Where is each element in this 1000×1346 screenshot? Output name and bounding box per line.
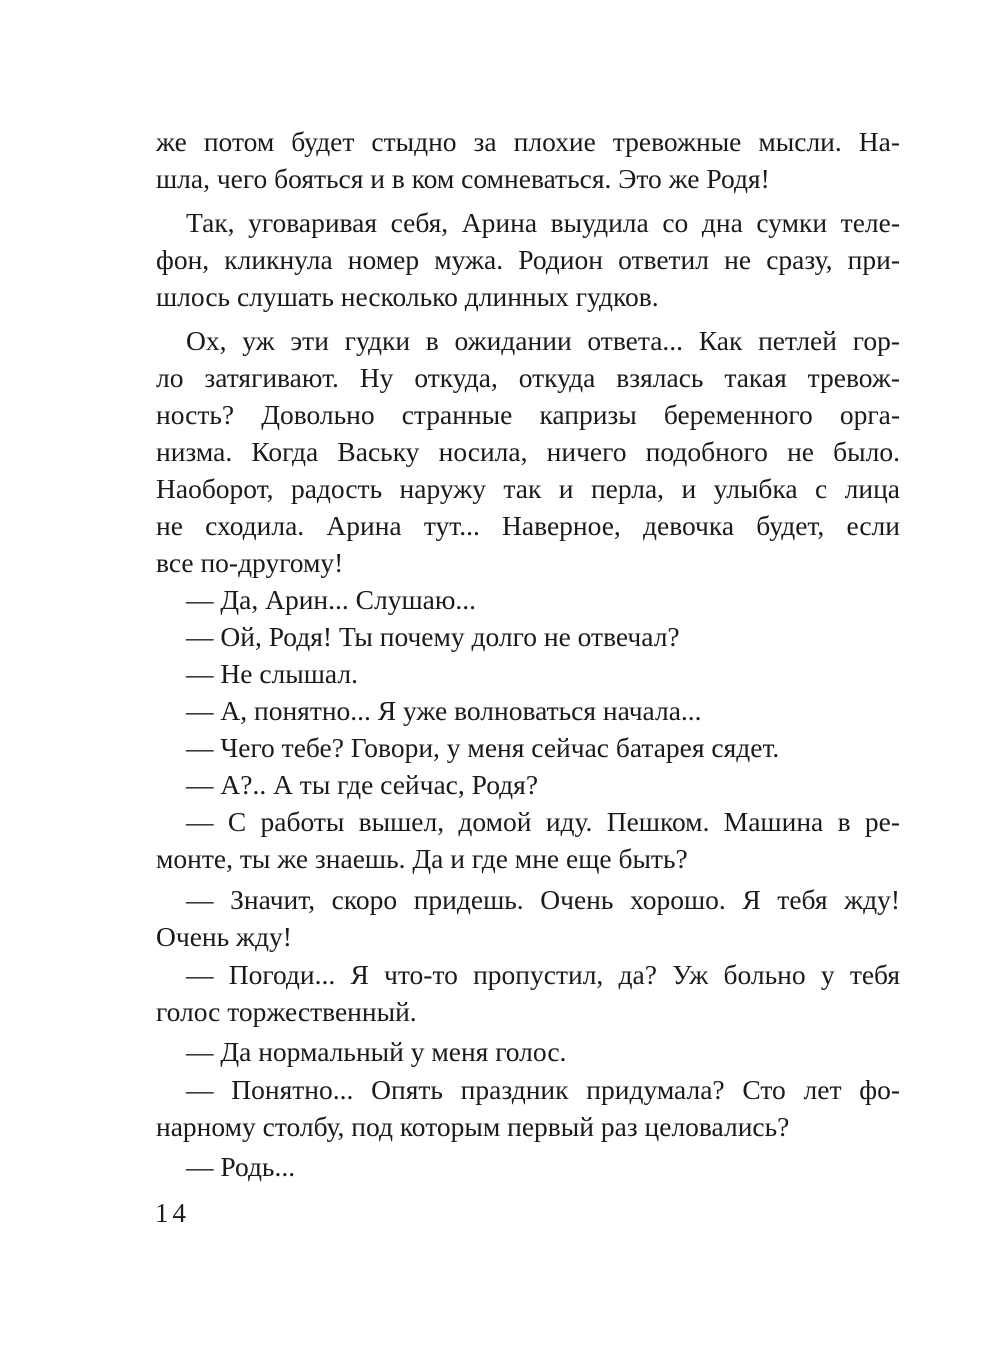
text-line-10: Наоборот, радость наружу так и перла, и улыбка с лица: [156, 473, 900, 504]
dialogue-line-10: — Да нормальный у меня голос.: [186, 1036, 567, 1067]
text-line-3: Так, уговаривая себя, Арина выудила со дна сумки теле-: [186, 207, 900, 238]
text-line-12: все по-другому!: [156, 547, 344, 578]
dialogue-line-11: — Понятно... Опять праздник придумала? Сто лет фо-: [186, 1074, 900, 1105]
text-line-2: шла, чего бояться и в ком сомневаться. Это же Родя!: [156, 163, 770, 194]
dialogue-line-9-cont: голос торжественный.: [156, 996, 417, 1027]
dialogue-line-2: — Ой, Родя! Ты почему долго не отвечал?: [186, 621, 680, 652]
dialogue-line-7: — С работы вышел, домой иду. Пешком. Машина в ре-: [186, 806, 900, 837]
dialogue-line-4: — А, понятно... Я уже волноваться начала...: [186, 695, 702, 726]
text-line-4: фон, кликнула номер мужа. Родион ответил не сразу, при-: [156, 244, 900, 275]
dialogue-line-12: — Родь...: [186, 1151, 296, 1182]
page-number: 14: [155, 1198, 190, 1228]
dialogue-line-6: — А?.. А ты где сейчас, Родя?: [186, 769, 539, 800]
dialogue-line-9: — Погоди... Я что-то пропустил, да? Уж больно у тебя: [186, 959, 900, 990]
dialogue-line-7-cont: монте, ты же знаешь. Да и где мне еще быть?: [156, 843, 688, 874]
dialogue-line-11-cont: нарному столбу, под которым первый раз целовались?: [156, 1111, 790, 1142]
text-line-8: ность? Довольно странные капризы беременного орга-: [156, 399, 900, 430]
dialogue-line-8: — Значит, скоро придешь. Очень хорошо. Я тебя жду!: [186, 884, 900, 915]
text-line-11: не сходила. Арина тут... Наверное, девочка будет, если: [156, 510, 900, 541]
dialogue-line-3: — Не слышал.: [186, 658, 358, 689]
dialogue-line-5: — Чего тебе? Говори, у меня сейчас батарея сядет.: [186, 732, 780, 763]
text-line-6: Ох, уж эти гудки в ожидании ответа... Как петлей гор-: [186, 325, 900, 356]
dialogue-line-8-cont: Очень жду!: [156, 921, 292, 952]
text-line-5: шлось слушать несколько длинных гудков.: [156, 281, 659, 312]
text-line-7: ло затягивают. Ну откуда, откуда взялась такая тревож-: [156, 362, 900, 393]
text-line-1: же потом будет стыдно за плохие тревожные мысли. На-: [156, 126, 900, 157]
dialogue-line-1: — Да, Арин... Слушаю...: [186, 584, 476, 615]
text-line-9: низма. Когда Ваську носила, ничего подобного не было.: [156, 436, 900, 467]
